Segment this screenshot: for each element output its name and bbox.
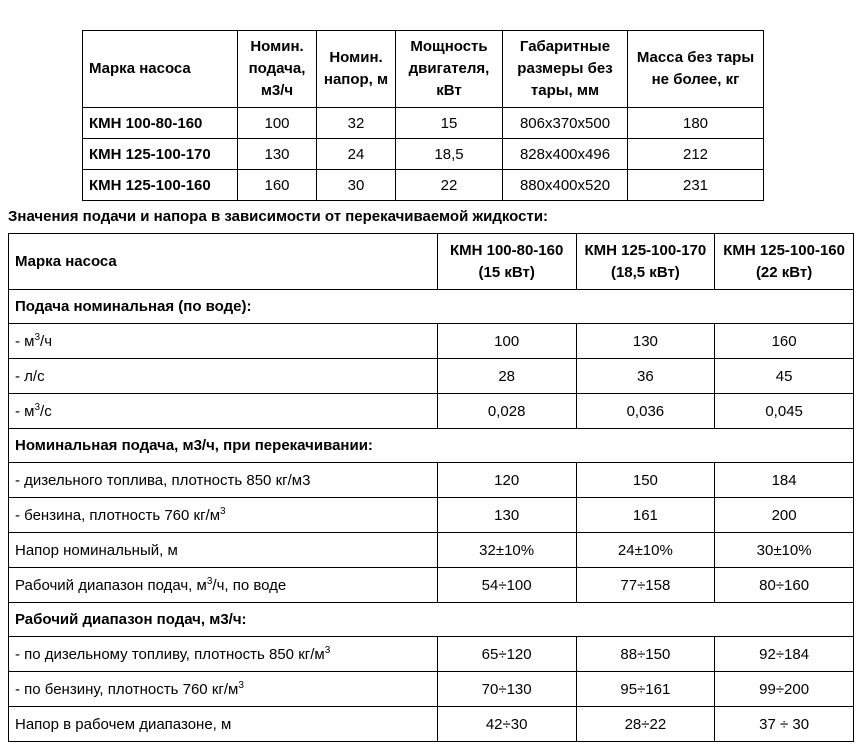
table-cell: 95÷161 bbox=[576, 672, 715, 707]
table-cell: 828x400x496 bbox=[503, 139, 628, 170]
table-cell: 806x370x500 bbox=[503, 108, 628, 139]
table-cell: 28÷22 bbox=[576, 707, 715, 742]
model-power: (15 кВт) bbox=[478, 263, 535, 281]
table-row bbox=[9, 394, 854, 429]
table-cell: 130 bbox=[576, 324, 715, 359]
section-title: Подача номинальная (по воде): bbox=[9, 290, 854, 324]
row-label: - по дизельному топливу, плотность 850 $кг/м^3$ bbox=[9, 637, 438, 672]
pump-model-cell: КМН 100-80-160 bbox=[83, 108, 238, 139]
table-row bbox=[9, 637, 854, 672]
model-name: КМН 100-80-160 bbox=[449, 241, 564, 259]
table-cell: 70÷130 bbox=[437, 672, 576, 707]
table-cell: 45 bbox=[715, 359, 854, 394]
table-cell: 42÷30 bbox=[437, 707, 576, 742]
header-cell-model bbox=[576, 234, 715, 290]
table-cell: 150 bbox=[576, 463, 715, 498]
table-cell: 32 bbox=[317, 108, 396, 139]
table-row bbox=[9, 672, 854, 707]
row-label: Рабочий диапазон подач, $м^3/ч$, по воде bbox=[9, 568, 438, 603]
row-label: Напор в рабочем диапазоне, м bbox=[9, 707, 438, 742]
table-cell: 15 bbox=[396, 108, 503, 139]
header-cell: Номин. подача, м3/ч bbox=[238, 31, 317, 108]
section-row bbox=[9, 290, 854, 324]
table-cell: 54÷100 bbox=[437, 568, 576, 603]
table-cell: 100 bbox=[437, 324, 576, 359]
table-cell: 130 bbox=[437, 498, 576, 533]
header-cell: Габаритные размеры без тары, мм bbox=[503, 31, 628, 108]
header-cell: Мощность двигателя, кВт bbox=[396, 31, 503, 108]
table-cell: 0,028 bbox=[437, 394, 576, 429]
table-cell: 0,036 bbox=[576, 394, 715, 429]
table-row bbox=[9, 568, 854, 603]
table-cell: 36 bbox=[576, 359, 715, 394]
table-cell: 30 bbox=[317, 170, 396, 201]
row-label: - бензина, плотность 760 $кг/м^3$ bbox=[9, 498, 438, 533]
table-row bbox=[9, 498, 854, 533]
table-cell: 22 bbox=[396, 170, 503, 201]
row-label: - по бензину, плотность 760 $кг/м^3$ bbox=[9, 672, 438, 707]
row-label: - $м^3/с$ bbox=[9, 394, 438, 429]
row-label: Напор номинальный, м bbox=[9, 533, 438, 568]
header-cell: Марка насоса bbox=[9, 234, 438, 290]
table-row bbox=[83, 108, 764, 139]
section-row bbox=[9, 429, 854, 463]
header-cell: Масса без тары не более, кг bbox=[628, 31, 764, 108]
header-cell-model bbox=[715, 234, 854, 290]
table-cell: 161 bbox=[576, 498, 715, 533]
table-cell: 231 bbox=[628, 170, 764, 201]
table-header-row bbox=[83, 31, 764, 108]
row-label: - $м^3/ч$ bbox=[9, 324, 438, 359]
table-row bbox=[83, 139, 764, 170]
section-title: Рабочий диапазон подач, м3/ч: bbox=[9, 603, 854, 637]
row-label: - л/с bbox=[9, 359, 438, 394]
table-row bbox=[9, 707, 854, 742]
table-cell: 130 bbox=[238, 139, 317, 170]
table-cell: 160 bbox=[238, 170, 317, 201]
table-cell: 180 bbox=[628, 108, 764, 139]
row-label: - дизельного топлива, плотность 850 кг/м3 bbox=[9, 463, 438, 498]
header-cell: Номин. напор, м bbox=[317, 31, 396, 108]
model-name: КМН 125-100-170 bbox=[584, 241, 707, 259]
table-cell: 24 bbox=[317, 139, 396, 170]
table-header-row bbox=[9, 234, 854, 290]
table-row bbox=[9, 533, 854, 568]
table-row bbox=[9, 359, 854, 394]
table-cell: 37 ÷ 30 bbox=[715, 707, 854, 742]
table-cell: 77÷158 bbox=[576, 568, 715, 603]
table-cell: 30±10% bbox=[715, 533, 854, 568]
table-cell: 184 bbox=[715, 463, 854, 498]
pump-model-cell: КМН 125-100-160 bbox=[83, 170, 238, 201]
table-cell: 99÷200 bbox=[715, 672, 854, 707]
header-cell: Марка насоса bbox=[83, 31, 238, 108]
table-cell: 32±10% bbox=[437, 533, 576, 568]
header-cell-model bbox=[437, 234, 576, 290]
table-cell: 88÷150 bbox=[576, 637, 715, 672]
table-cell: 0,045 bbox=[715, 394, 854, 429]
table-cell: 200 bbox=[715, 498, 854, 533]
pump-model-cell: КМН 125-100-170 bbox=[83, 139, 238, 170]
model-power: (22 кВт) bbox=[755, 263, 813, 281]
section-title: Номинальная подача, м3/ч, при перекачивании: bbox=[9, 429, 854, 463]
model-power: (18,5 кВт) bbox=[610, 263, 680, 281]
table-cell: 880x400x520 bbox=[503, 170, 628, 201]
table-cell: 160 bbox=[715, 324, 854, 359]
table-cell: 92÷184 bbox=[715, 637, 854, 672]
table-cell: 100 bbox=[238, 108, 317, 139]
table-cell: 212 bbox=[628, 139, 764, 170]
flow-head-table bbox=[8, 233, 854, 742]
model-name: КМН 125-100-160 bbox=[723, 241, 845, 259]
table-cell: 120 bbox=[437, 463, 576, 498]
table-cell: 65÷120 bbox=[437, 637, 576, 672]
table-row bbox=[83, 170, 764, 201]
section-row bbox=[9, 603, 854, 637]
pump-specs-table bbox=[82, 30, 764, 201]
table-row bbox=[9, 324, 854, 359]
table-caption: Значения подачи и напора в зависимости от перекачиваемой жидкости: bbox=[8, 208, 549, 225]
table-cell: 80÷160 bbox=[715, 568, 854, 603]
table-cell: 28 bbox=[437, 359, 576, 394]
table-cell: 18,5 bbox=[396, 139, 503, 170]
table-cell: 24±10% bbox=[576, 533, 715, 568]
table-row bbox=[9, 463, 854, 498]
